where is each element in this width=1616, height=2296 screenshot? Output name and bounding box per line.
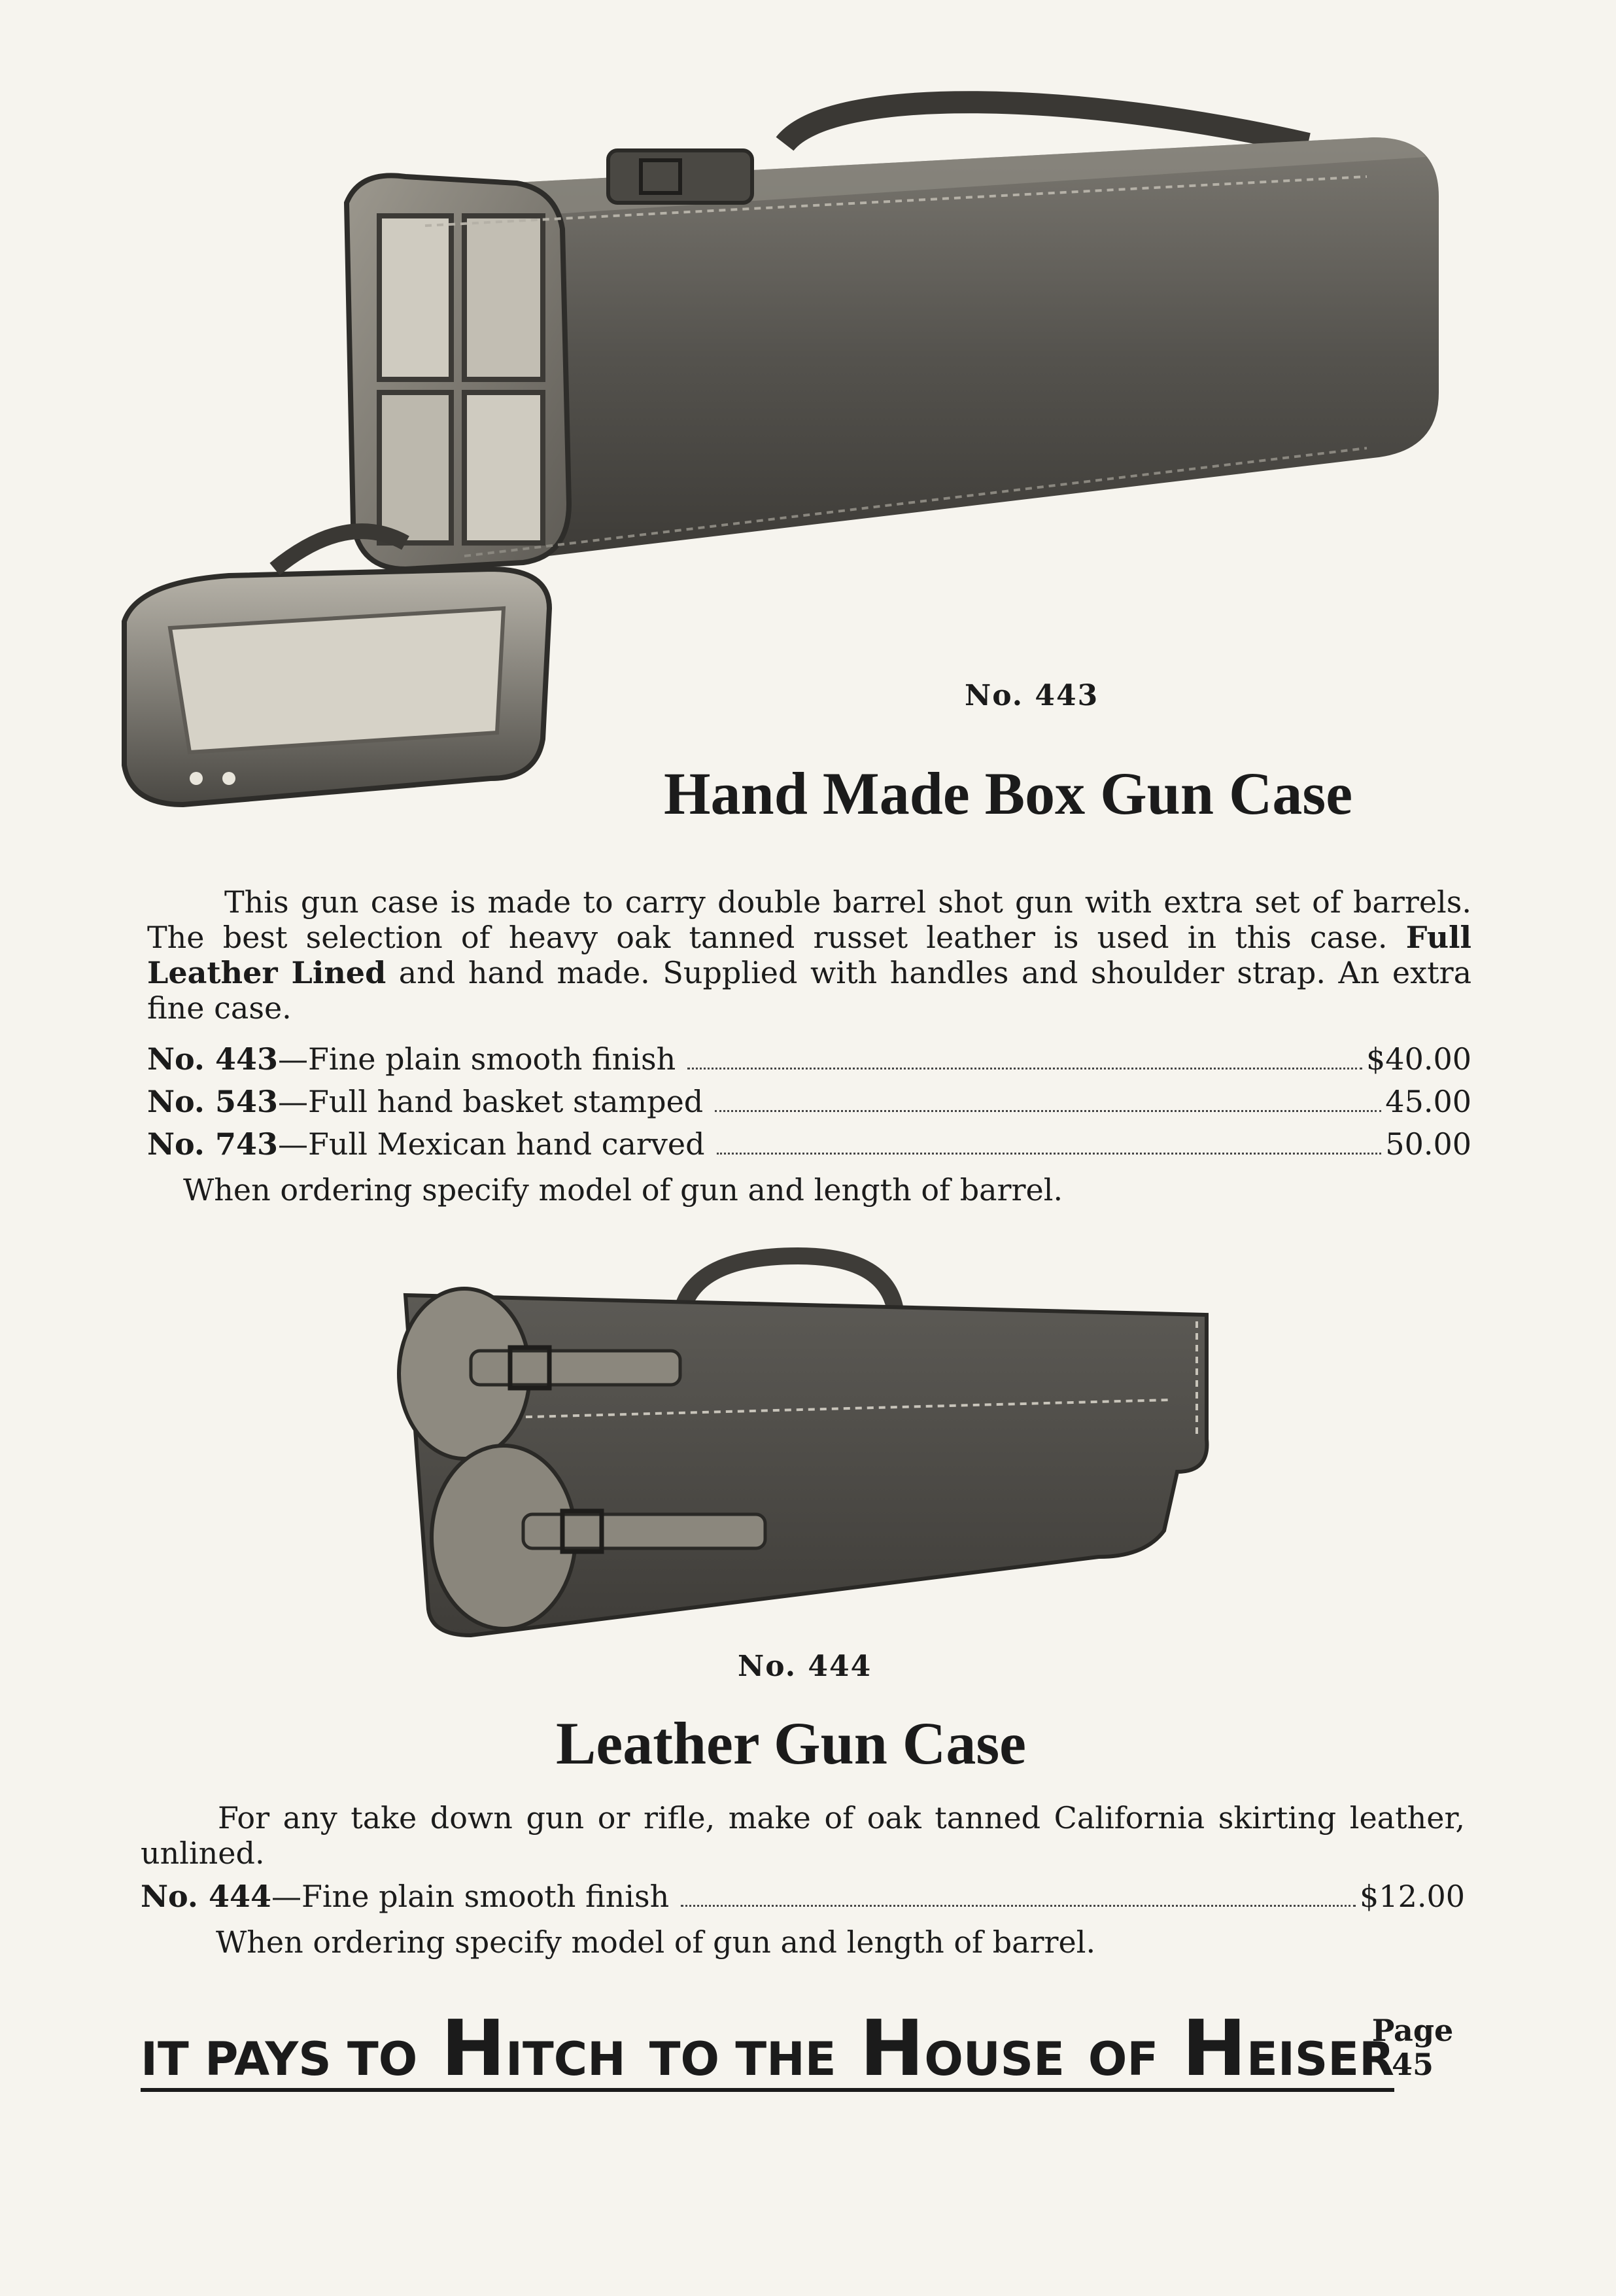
- price-value: 50.00: [1385, 1126, 1471, 1162]
- dot-leader: [681, 1905, 1356, 1907]
- price-row: [141, 1879, 1465, 1914]
- dot-leader: [715, 1110, 1381, 1112]
- section-title-leather-gun-case: Leather Gun Case: [556, 1710, 1026, 1777]
- section-title-box-gun-case: Hand Made Box Gun Case: [664, 760, 1353, 827]
- slogan-part: EISER: [1246, 2032, 1394, 2086]
- description-444-text: For any take down gun or rifle, make of oak tanned California skirting leather, unlined.: [141, 1800, 1465, 1871]
- dot-leader: [717, 1153, 1382, 1155]
- price-row: [147, 1126, 1471, 1162]
- price-value: 45.00: [1385, 1084, 1471, 1119]
- description-443-intro: This gun case is made to carry double barrel shot gun with extra set of barrels. The best selection of heavy oak tanned russet leather is used in this case.: [147, 884, 1471, 955]
- slogan-part: ITCH: [506, 2032, 626, 2086]
- description-443-outro: and hand made. Supplied with handles and shoulder strap. An extra fine case.: [147, 955, 1471, 1026]
- price-item-number: No. 444: [141, 1879, 271, 1914]
- price-item-description: —Full hand basket stamped: [277, 1084, 704, 1119]
- price-item-number: No. 743: [147, 1126, 278, 1162]
- footer-slogan: [141, 2003, 1394, 2093]
- price-item-number: No. 443: [147, 1041, 278, 1077]
- page-number-block: [1370, 2013, 1455, 2081]
- slogan-part: OUSE: [924, 2032, 1065, 2086]
- price-value: $12.00: [1360, 1879, 1465, 1914]
- slogan-part: H: [441, 2003, 506, 2093]
- slogan-part: H: [1182, 2003, 1246, 2093]
- price-row: [147, 1041, 1471, 1077]
- description-443: [147, 884, 1471, 1026]
- price-item-number: No. 543: [147, 1084, 278, 1119]
- description-443-bold: Full Leather Lined: [147, 920, 1471, 990]
- ordering-note-444: When ordering specify model of gun and length of barrel.: [216, 1924, 1096, 1960]
- slogan-part: IT PAYS TO: [141, 2032, 418, 2086]
- item-number-443: No. 443: [965, 679, 1099, 712]
- ordering-note-443: When ordering specify model of gun and length of barrel.: [183, 1172, 1063, 1208]
- dot-leader: [687, 1068, 1362, 1070]
- page-label: Page: [1371, 2013, 1454, 2048]
- item-number-444: No. 444: [738, 1650, 872, 1683]
- slogan-part: TO THE: [649, 2032, 836, 2086]
- price-value: $40.00: [1366, 1041, 1471, 1077]
- slogan-part: OF: [1088, 2032, 1159, 2086]
- price-item-description: —Fine plain smooth finish: [277, 1041, 676, 1077]
- price-item-description: —Full Mexican hand carved: [277, 1126, 705, 1162]
- leather-gun-case-illustration: [392, 1243, 1216, 1661]
- box-gun-case-illustration: [98, 85, 1517, 870]
- price-item-description: —Fine plain smooth finish: [271, 1879, 670, 1914]
- slogan-part: H: [859, 2003, 925, 2093]
- description-444: [141, 1800, 1465, 1871]
- page-number: 45: [1391, 2047, 1434, 2082]
- price-row: [147, 1084, 1471, 1119]
